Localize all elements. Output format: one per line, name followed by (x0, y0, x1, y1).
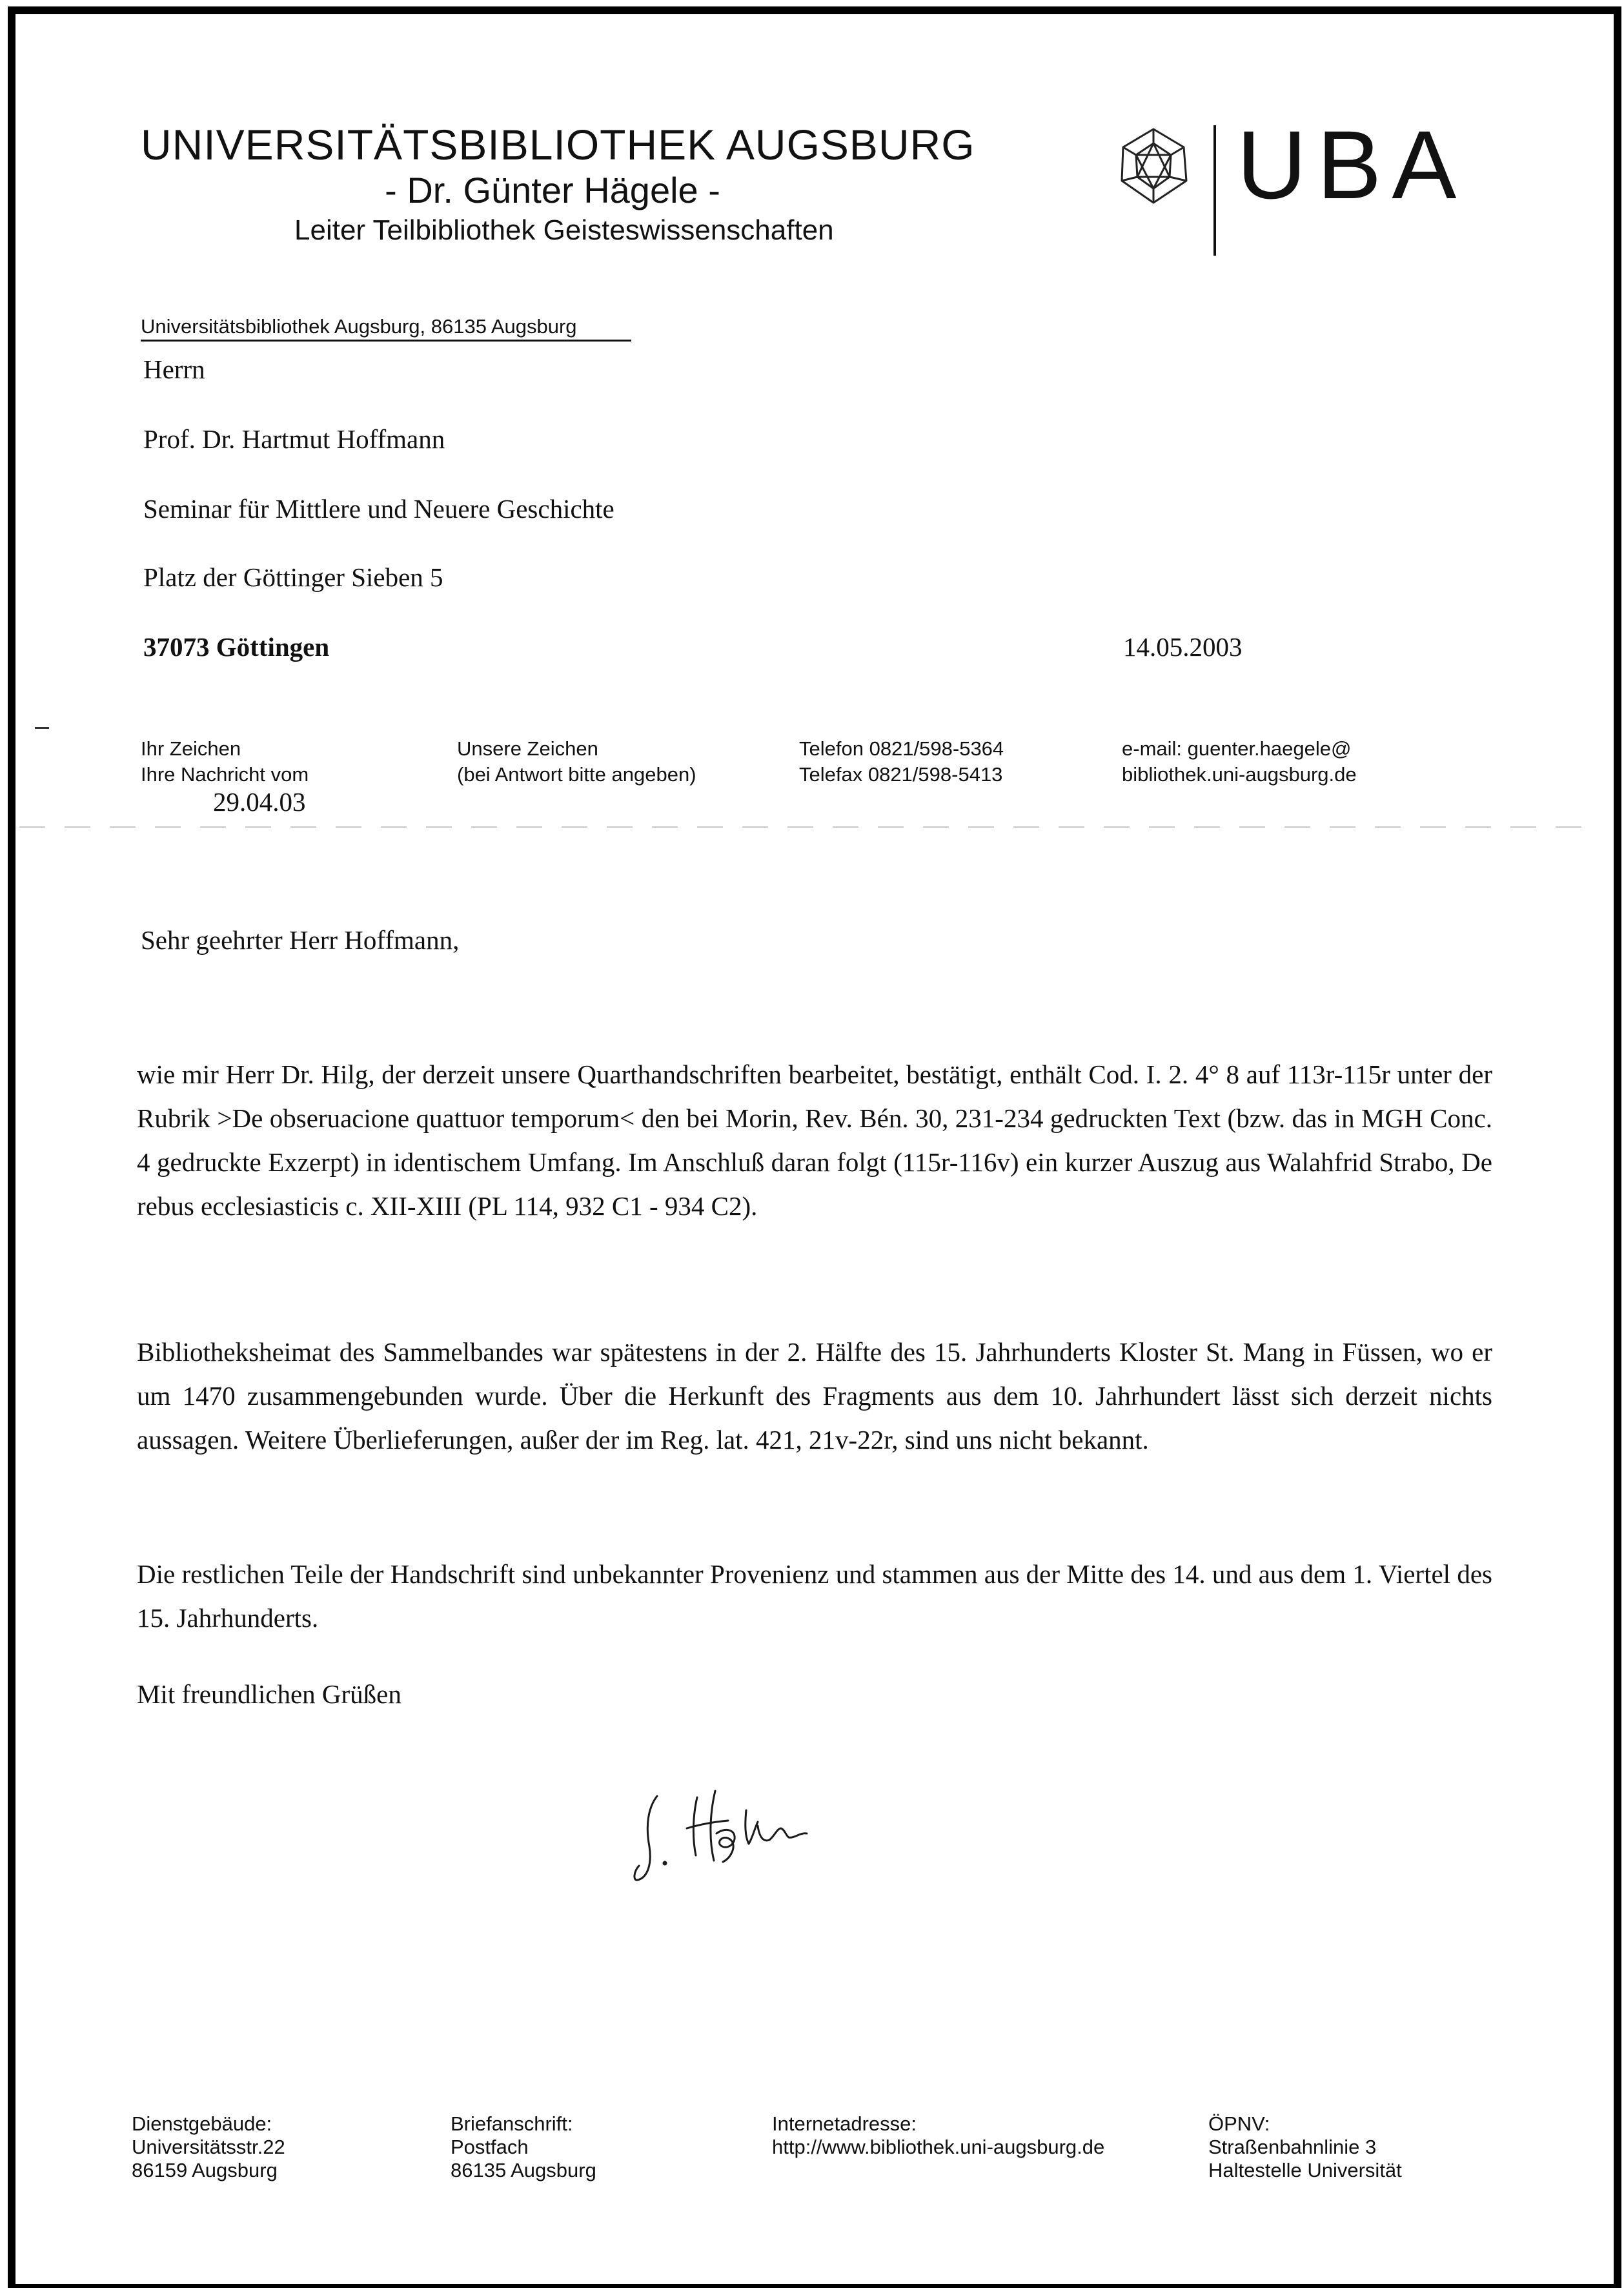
body-paragraph-1: wie mir Herr Dr. Hilg, der derzeit unsere Quarthandschriften bearbeitet, bestätigt, enthält Cod. I. 2. 4° 8 auf 113r-115r unter der Rubrik >De obseruacione quattuor temporum< den bei Morin, Rev. Bén. 30, 231-234 gedruckten Text (bzw. das in MGH Conc. 4 gedruckte Exzerpt) in identischem Umfang. Im Anschluß daran folgt (115r-116v) ein kurzer Auszug aus Walahfrid Strabo, De rebus ecclesiasticis c. XII-XIII (PL 114, 932 C1 - 934 C2). (137, 1059, 1492, 1221)
email-line-2: bibliothek.uni-augsburg.de (1122, 763, 1357, 786)
your-message-label: Ihre Nachricht vom (141, 763, 309, 786)
fold-mark (35, 727, 49, 729)
footer-transit-line: Straßenbahnlinie 3 (1208, 2136, 1377, 2158)
ref-your-sign (141, 736, 309, 788)
footer-transit-label: ÖPNV: (1208, 2112, 1270, 2135)
our-ref-label: Unsere Zeichen (457, 737, 598, 760)
letterhead-role: Leiter Teilbibliothek Geisteswissenschaften (294, 214, 834, 246)
letter-salutation: Sehr geehrter Herr Hoffmann, (141, 925, 460, 955)
footer-building (132, 2112, 285, 2182)
email-line-1: e-mail: guenter.haegele@ (1122, 737, 1352, 760)
our-ref-note: (bei Antwort bitte angeben) (457, 763, 696, 786)
footer-postal-city: 86135 Augsburg (451, 2159, 596, 2181)
body-paragraph-2: Bibliotheksheimat des Sammelbandes war spätestens in der 2. Hälfte des 15. Jahrhunderts Kloster St. Mang in Füssen, wo er um 1470 zusammengebunden wurde. Über die Herkunft des Fragments aus dem 10. Jahrhundert lässt sich derzeit nichts aussagen. Weitere Überlieferungen, außer der im Reg. lat. 421, 21v-22r, sind uns nicht bekannt. (137, 1337, 1492, 1455)
crystal-logo-icon (1117, 127, 1190, 205)
footer-postal (451, 2112, 596, 2182)
phone-number: Telefon 0821/598-5364 (799, 737, 1004, 760)
recipient-name: Prof. Dr. Hartmut Hoffmann (143, 424, 445, 454)
footer-building-label: Dienstgebäude: (132, 2112, 272, 2135)
logo-wordmark: UBA (1237, 110, 1467, 219)
fold-line (19, 826, 1594, 828)
letterhead-person: - Dr. Günter Hägele - (385, 170, 720, 210)
footer-building-city: 86159 Augsburg (132, 2159, 278, 2181)
your-ref-label: Ihr Zeichen (141, 737, 241, 760)
logo-divider (1213, 125, 1216, 256)
ref-email (1122, 736, 1357, 788)
recipient-street: Platz der Göttinger Sieben 5 (143, 562, 443, 592)
letter-date: 14.05.2003 (1123, 632, 1243, 662)
sender-underline (141, 340, 631, 342)
ref-our-sign (457, 736, 696, 788)
fax-number: Telefax 0821/598-5413 (799, 763, 1003, 786)
recipient-salutation-line: Herrn (143, 354, 205, 384)
your-message-date: 29.04.03 (213, 787, 306, 817)
letterhead-institution: UNIVERSITÄTSBIBLIOTHEK AUGSBURG (141, 121, 975, 169)
recipient-city: 37073 Göttingen (143, 632, 330, 662)
footer-transit (1208, 2112, 1402, 2182)
footer-web-label: Internetadresse: (772, 2112, 917, 2135)
footer-web (772, 2112, 1104, 2159)
footer-postal-box: Postfach (451, 2136, 529, 2158)
recipient-department: Seminar für Mittlere und Neuere Geschichte (143, 494, 614, 524)
sender-return-address: Universitätsbibliothek Augsburg, 86135 Augsburg (141, 315, 577, 338)
letter-closing: Mit freundlichen Grüßen (137, 1679, 401, 1709)
body-paragraph-3: Die restlichen Teile der Handschrift sind unbekannter Provenienz und stammen aus der Mitte des 14. und aus dem 1. Viertel des 15. Jahrhunderts. (137, 1559, 1492, 1633)
footer-postal-label: Briefanschrift: (451, 2112, 573, 2135)
handwritten-signature (620, 1774, 878, 1890)
footer-building-street: Universitätsstr.22 (132, 2136, 285, 2158)
footer-web-url[interactable]: http://www.bibliothek.uni-augsburg.de (772, 2136, 1105, 2158)
footer-transit-stop: Haltestelle Universität (1208, 2159, 1402, 2181)
ref-phone-fax (799, 736, 1004, 788)
